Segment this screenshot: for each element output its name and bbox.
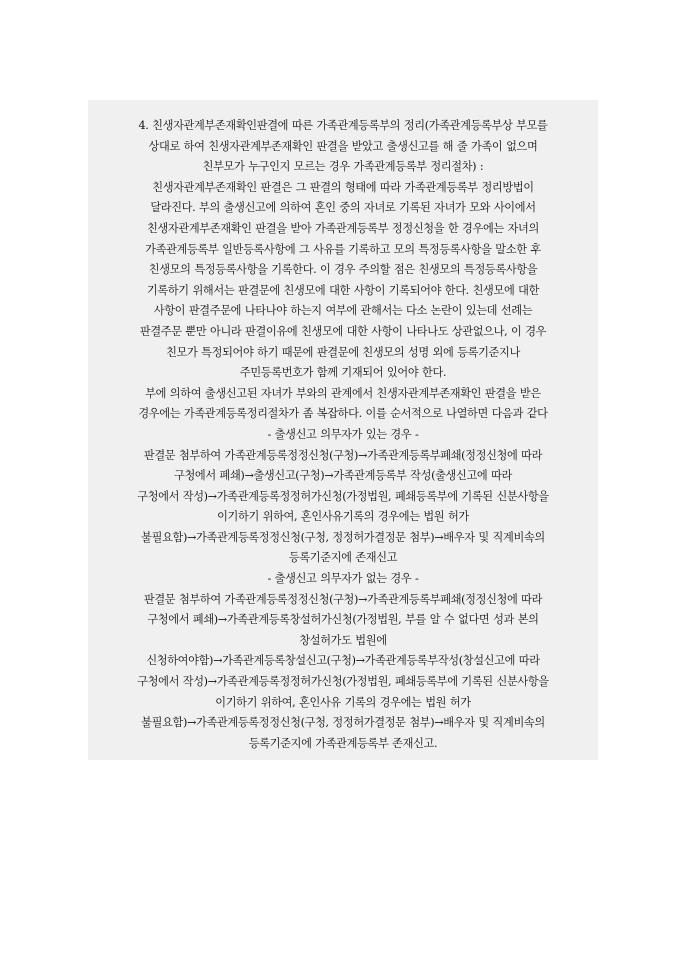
paragraph-line: 친생자관계부존재확인 판결을 받아 가족관계등록부 정정신청을 한 경우에는 자녀의 [147,221,539,235]
procedure-line: 창설허가도 법원에 [299,633,387,647]
procedure-line: 구청에서 작성)→가족관계등록정정허가신청(가정법원, 폐쇄등록부에 기록된 신분사항을 [137,489,549,503]
paragraph-line: 기록하기 위해서는 판결문에 친생모에 대한 사항이 기록되어야 한다. 친생모에 대한 [146,283,540,297]
procedure-line: 신청하여야함)→가족관계등록창설신고(구청)→가족관계등록부작성(창설신고에 따라 [146,654,540,668]
procedure-line: 이기하기 위하여, 혼인사유 기록의 경우에는 법원 허가 [215,695,471,709]
section-heading-line-3: 친부모가 누구인지 모르는 경우 가족관계등록부 정리절차) : [202,160,484,174]
paragraph-line: 친생모의 특정등록사항을 기록한다. 이 경우 주의할 점은 친생모의 특정등록사항을 [148,263,538,277]
procedure-line: 구청에서 폐쇄)→출생신고(구청)→가족관계등록부 작성(출생신고에 따라 [173,469,513,483]
procedure-line: 이기하기 위하여, 혼인사유기록의 경우에는 법원 허가 [217,510,469,524]
paragraph-line: 달라진다. 부의 출생신고에 의하여 혼인 중의 자녀로 기록된 자녀가 모와 사이에서 [150,201,536,215]
paragraph-line: 부에 의하여 출생신고된 자녀가 부와의 관계에서 친생자관계부존재확인 판결을 받은 [145,386,541,400]
procedure-line: 등록기준지에 존재신고 [288,551,398,565]
paragraph-line: 친모가 특정되어야 하기 때문에 판결문에 친생모의 성명 외에 등록기준지나 [166,345,520,359]
document-text-block [88,100,598,760]
procedure-line: 불필요함)→가족관계등록정정신청(구청, 정정허가결정문 첨부)→배우자 및 직계비속의 [141,530,545,544]
section-heading-line-2: 상대로 하여 친생자관계부존재확인 판결을 받았고 출생신고를 해 줄 가족이 없으며 [148,139,538,153]
paragraph-line: 가족관계등록부 일반등록사항에 그 사유를 기록하고 모의 특정등록사항을 말소한 후 [145,242,541,256]
procedure-line: 불필요함)→가족관계등록정정신청(구청, 정정허가결정문 첨부)→배우자 및 직계비속의 [141,716,545,730]
procedure-line: 판결문 첨부하여 가족관계등록정정신청(구청)→가족관계등록부폐쇄(정정신청에 따라 [143,448,543,462]
procedure-line: 구청에서 폐쇄)→가족관계등록창설허가신청(가정법원, 부를 알 수 없다면 성과 본의 [147,613,539,627]
paragraph-line: 사항이 판결주문에 나타나야 하는지 여부에 관해서는 다소 논란이 있는데 선례는 [153,304,533,318]
case-heading-with-reporter: - 출생신고 의무자가 있는 경우 - [267,427,419,441]
case-heading-without-reporter: - 출생신고 의무자가 없는 경우 - [267,572,419,586]
paragraph-line: 친생자관계부존재확인 판결은 그 판결의 형태에 따라 가족관계등록부 정리방법이 [152,180,534,194]
paragraph-line: 경우에는 가족관계등록정리절차가 좀 복잡하다. 이를 순서적으로 나열하면 다음과 같다 [138,407,548,421]
procedure-line: 등록기준지에 가족관계등록부 존재신고. [248,736,438,750]
paragraph-line: 판결주문 뿐만 아니라 판결이유에 친생모에 대한 사항이 나타나도 상관없으나, 이 경우 [139,324,547,338]
section-heading-line-1: 4. 친생자관계부존재확인판결에 따른 가족관계등록부의 정리(가족관계등록부상 부모를 [138,119,548,132]
procedure-line: 판결문 첨부하여 가족관계등록정정신청(구청)→가족관계등록부폐쇄(정정신청에 따라 [143,592,543,606]
paragraph-line: 주민등록번호가 함께 기재되어 있어야 한다. [239,366,447,380]
procedure-line: 구청에서 작성)→가족관계등록정정허가신청(가정법원, 폐쇄등록부에 기록된 신분사항을 [137,675,549,689]
